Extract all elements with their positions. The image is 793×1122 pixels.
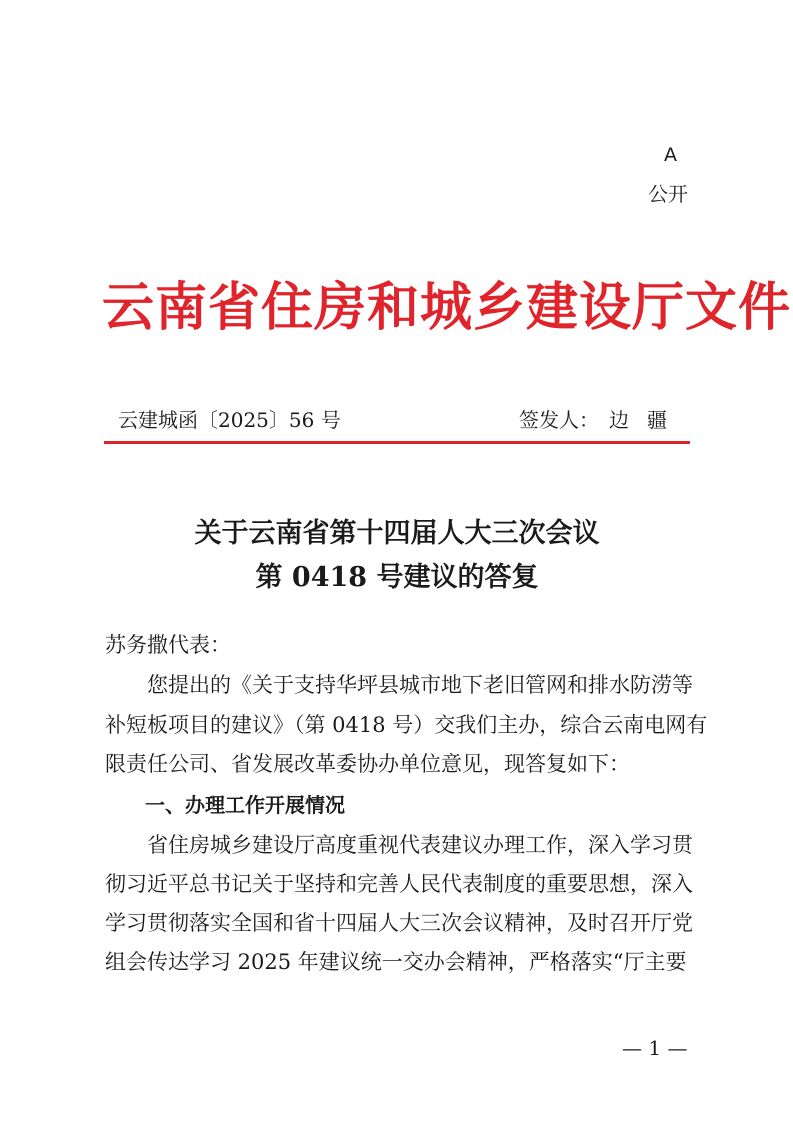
red-divider-line	[104, 441, 690, 444]
signer-label: 签发人：	[519, 408, 599, 432]
issuer-heading: 云南省住房和城乡建设厅文件	[102, 277, 792, 338]
section-heading: 一、办理工作开展情况	[145, 793, 345, 817]
paragraph-2-line: 学习贯彻落实全国和省十四届人大三次会议精神，及时召开厅党	[105, 911, 693, 935]
page-number: — 1 —	[622, 1036, 688, 1060]
salutation: 苏务撒代表：	[105, 633, 231, 657]
classification-level: A	[664, 144, 677, 166]
signer-name: 边疆	[609, 408, 685, 432]
paragraph-1-line: 限责任公司、省发展改革委协办单位意见，现答复如下：	[105, 752, 630, 776]
document-title-line-1: 关于云南省第十四届人大三次会议	[194, 518, 600, 549]
document-title-line-2: 第 0418 号建议的答复	[255, 562, 539, 593]
paragraph-2-line: 组会传达学习 2025 年建议统一交办会精神，严格落实“厅主要	[105, 950, 687, 974]
document-number: 云建城函〔2025〕56 号	[118, 408, 341, 432]
paragraph-2-line: 彻习近平总书记关于坚持和完善人民代表制度的重要思想，深入	[105, 872, 693, 896]
paragraph-1-line: 补短板项目的建议》（第 0418 号）交我们主办，综合云南电网有	[105, 713, 708, 737]
paragraph-1-line: 您提出的《关于支持华坪县城市地下老旧管网和排水防涝等	[147, 673, 693, 697]
paragraph-2-line: 省住房城乡建设厅高度重视代表建议办理工作，深入学习贯	[147, 833, 693, 857]
openness-label: 公开	[648, 182, 688, 206]
